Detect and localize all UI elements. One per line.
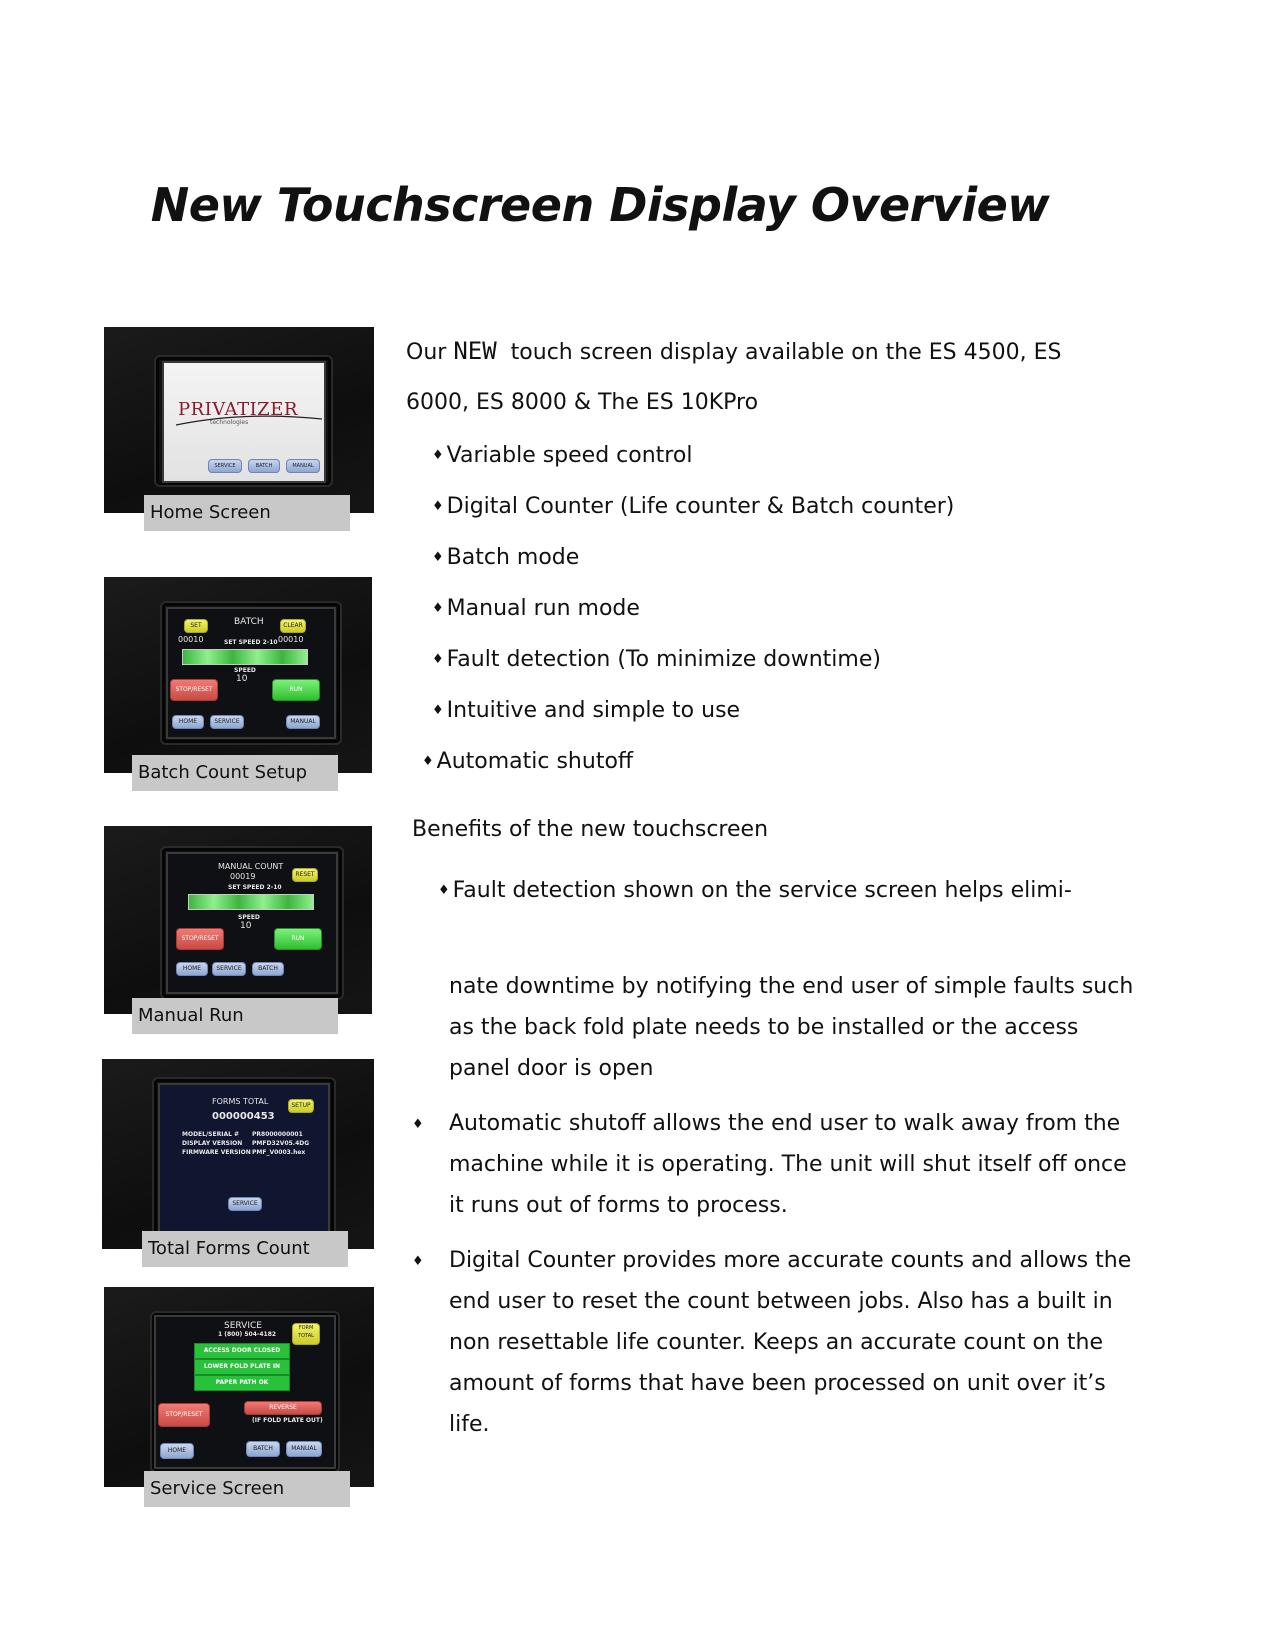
feature-label: Intuitive and simple to use — [446, 698, 741, 723]
forms-total-value: 000000453 — [212, 1111, 275, 1122]
forms-row-key-firmware: FIRMWARE VERSION — [182, 1149, 251, 1156]
home-screen-photo — [104, 327, 374, 523]
service-status-paper-path: PAPER PATH OK — [194, 1375, 290, 1391]
home-service-button[interactable]: SERVICE — [208, 459, 242, 473]
diamond-bullet-icon: ♦ — [432, 550, 444, 565]
manual-speed-bar[interactable] — [188, 894, 314, 910]
forms-row-key-display: DISPLAY VERSION — [182, 1140, 243, 1147]
forms-heading: FORMS TOTAL — [212, 1097, 269, 1106]
feature-item — [432, 596, 640, 621]
benefit-third: Digital Counter provides more accurate counts and allows the end user to reset the count between jobs. Also has a built in non resettable life counter. Keeps an accurate count on the amount of forms that have been processed on unit over it’s life. — [449, 1248, 1132, 1437]
feature-label: Manual run mode — [446, 596, 640, 621]
forms-row-key-model: MODEL/SERIAL # — [182, 1131, 240, 1138]
page-title: New Touchscreen Display Overview — [150, 178, 1050, 232]
home-batch-button[interactable]: BATCH — [248, 459, 280, 473]
feature-item — [432, 494, 954, 519]
feature-item — [432, 647, 881, 672]
manual-service-button[interactable]: SERVICE — [212, 962, 246, 976]
privatizer-logo-sub: technologies — [210, 419, 249, 426]
service-reverse-button[interactable]: REVERSE — [244, 1401, 322, 1415]
service-batch-button[interactable]: BATCH — [246, 1441, 280, 1457]
feature-label: Fault detection (To minimize downtime) — [446, 647, 881, 672]
batch-count-right: 00010 — [278, 635, 304, 644]
manual-screen-photo — [104, 826, 372, 1026]
privatizer-logo: PRIVATIZER — [178, 399, 298, 420]
service-heading: SERVICE — [224, 1321, 262, 1331]
diamond-bullet-icon: ♦ — [412, 1117, 424, 1132]
forms-setup-button[interactable]: SETUP — [288, 1099, 314, 1113]
batch-screen-photo — [104, 577, 372, 783]
benefits-heading: Benefits of the new touchscreen — [412, 817, 769, 842]
diamond-bullet-icon: ♦ — [432, 601, 444, 616]
manual-stop-button[interactable]: STOP/RESET — [176, 928, 224, 950]
batch-count-left: 00010 — [178, 635, 204, 644]
intro-line-1-rest: touch screen display available on the ES 4500, ES — [510, 340, 1062, 365]
batch-set-button[interactable]: SET — [184, 619, 208, 633]
benefit-first-line — [438, 878, 1072, 903]
manual-reset-button[interactable]: RESET — [292, 868, 318, 882]
batch-clear-button[interactable]: CLEAR — [280, 619, 306, 633]
batch-speed-bar[interactable] — [182, 649, 308, 665]
service-phone: 1 (800) 504-4182 — [218, 1331, 277, 1338]
manual-run-button[interactable]: RUN — [274, 928, 322, 950]
manual-home-button[interactable]: HOME — [176, 962, 208, 976]
feature-item — [432, 443, 692, 468]
service-stop-button[interactable]: STOP/RESET — [158, 1403, 210, 1427]
batch-home-button[interactable]: HOME — [172, 715, 204, 729]
manual-speed-value: 10 — [240, 921, 252, 931]
forms-row-val-display: PMFD32V05.4DG — [252, 1140, 310, 1147]
forms-total-caption: Total Forms Count — [142, 1231, 348, 1267]
batch-speed-label: SPEED — [234, 667, 256, 674]
logo-swoosh-icon — [174, 413, 324, 429]
feature-label: Batch mode — [446, 545, 580, 570]
benefit-second: Automatic shutoff allows the end user to walk away from the machine while it is operating. The unit will shut itself off once it runs out of forms to process. — [449, 1111, 1127, 1218]
diamond-bullet-icon: ♦ — [422, 754, 434, 769]
service-reverse-note: (IF FOLD PLATE OUT) — [252, 1417, 323, 1424]
home-lcd — [162, 361, 326, 483]
feature-item — [422, 749, 633, 774]
home-manual-button[interactable]: MANUAL — [286, 459, 320, 473]
feature-label: Automatic shutoff — [436, 749, 634, 774]
intro-paragraph — [406, 326, 1126, 428]
manual-speed-hint: SET SPEED 2-10 — [228, 884, 282, 891]
service-form-total-button[interactable] — [292, 1323, 320, 1345]
service-status-fold-plate: LOWER FOLD PLATE IN — [194, 1359, 290, 1375]
feature-item — [432, 545, 579, 570]
intro-line-1 — [406, 326, 1126, 378]
service-screen-caption: Service Screen — [144, 1471, 350, 1507]
home-screen-caption: Home Screen — [144, 495, 350, 531]
manual-lcd — [166, 852, 338, 994]
batch-lcd — [166, 607, 336, 739]
diamond-bullet-icon: ♦ — [412, 1254, 424, 1269]
form-total-label: FORM TOTAL — [298, 1325, 314, 1339]
batch-service-button[interactable]: SERVICE — [210, 715, 244, 729]
intro-line-2: 6000, ES 8000 & The ES 10KPro — [406, 390, 759, 415]
service-lcd — [154, 1315, 336, 1469]
batch-run-button[interactable]: RUN — [272, 679, 320, 701]
manual-batch-button[interactable]: BATCH — [252, 962, 284, 976]
batch-screen-caption: Batch Count Setup — [132, 755, 338, 791]
forms-row-val-firmware: PMF_V0003.hex — [252, 1149, 306, 1156]
benefit-first-continued: nate downtime by notifying the end user of simple faults such as the back fold plate needs to be installed or the access panel door is open — [449, 974, 1134, 1081]
batch-manual-button[interactable]: MANUAL — [286, 715, 320, 729]
batch-stop-button[interactable]: STOP/RESET — [170, 679, 218, 701]
forms-lcd — [158, 1083, 330, 1233]
benefit-first-line-text: Fault detection shown on the service screen helps elimi- — [452, 878, 1072, 903]
batch-speed-hint: SET SPEED 2-10 — [224, 639, 278, 646]
forms-service-button[interactable]: SERVICE — [228, 1197, 262, 1211]
diamond-bullet-icon: ♦ — [438, 883, 450, 898]
service-screen-photo — [104, 1287, 374, 1499]
service-manual-button[interactable]: MANUAL — [286, 1441, 322, 1457]
diamond-bullet-icon: ♦ — [432, 703, 444, 718]
batch-heading: BATCH — [234, 617, 264, 627]
manual-screen-caption: Manual Run — [132, 998, 338, 1034]
intro-our: Our — [406, 340, 447, 365]
feature-label: Digital Counter (Life counter & Batch counter) — [446, 494, 955, 519]
batch-speed-value: 10 — [236, 674, 248, 684]
manual-count: 00019 — [230, 872, 256, 881]
diamond-bullet-icon: ♦ — [432, 652, 444, 667]
diamond-bullet-icon: ♦ — [432, 448, 444, 463]
service-status-door: ACCESS DOOR CLOSED — [194, 1343, 290, 1359]
manual-speed-label: SPEED — [238, 914, 260, 921]
service-home-button[interactable]: HOME — [160, 1443, 194, 1459]
forms-total-photo — [102, 1059, 374, 1259]
diamond-bullet-icon: ♦ — [432, 499, 444, 514]
feature-item — [432, 698, 740, 723]
feature-label: Variable speed control — [446, 443, 693, 468]
forms-row-val-model: PR8000000001 — [252, 1131, 303, 1138]
manual-heading: MANUAL COUNT — [218, 862, 284, 871]
intro-new: NEW — [453, 337, 497, 365]
